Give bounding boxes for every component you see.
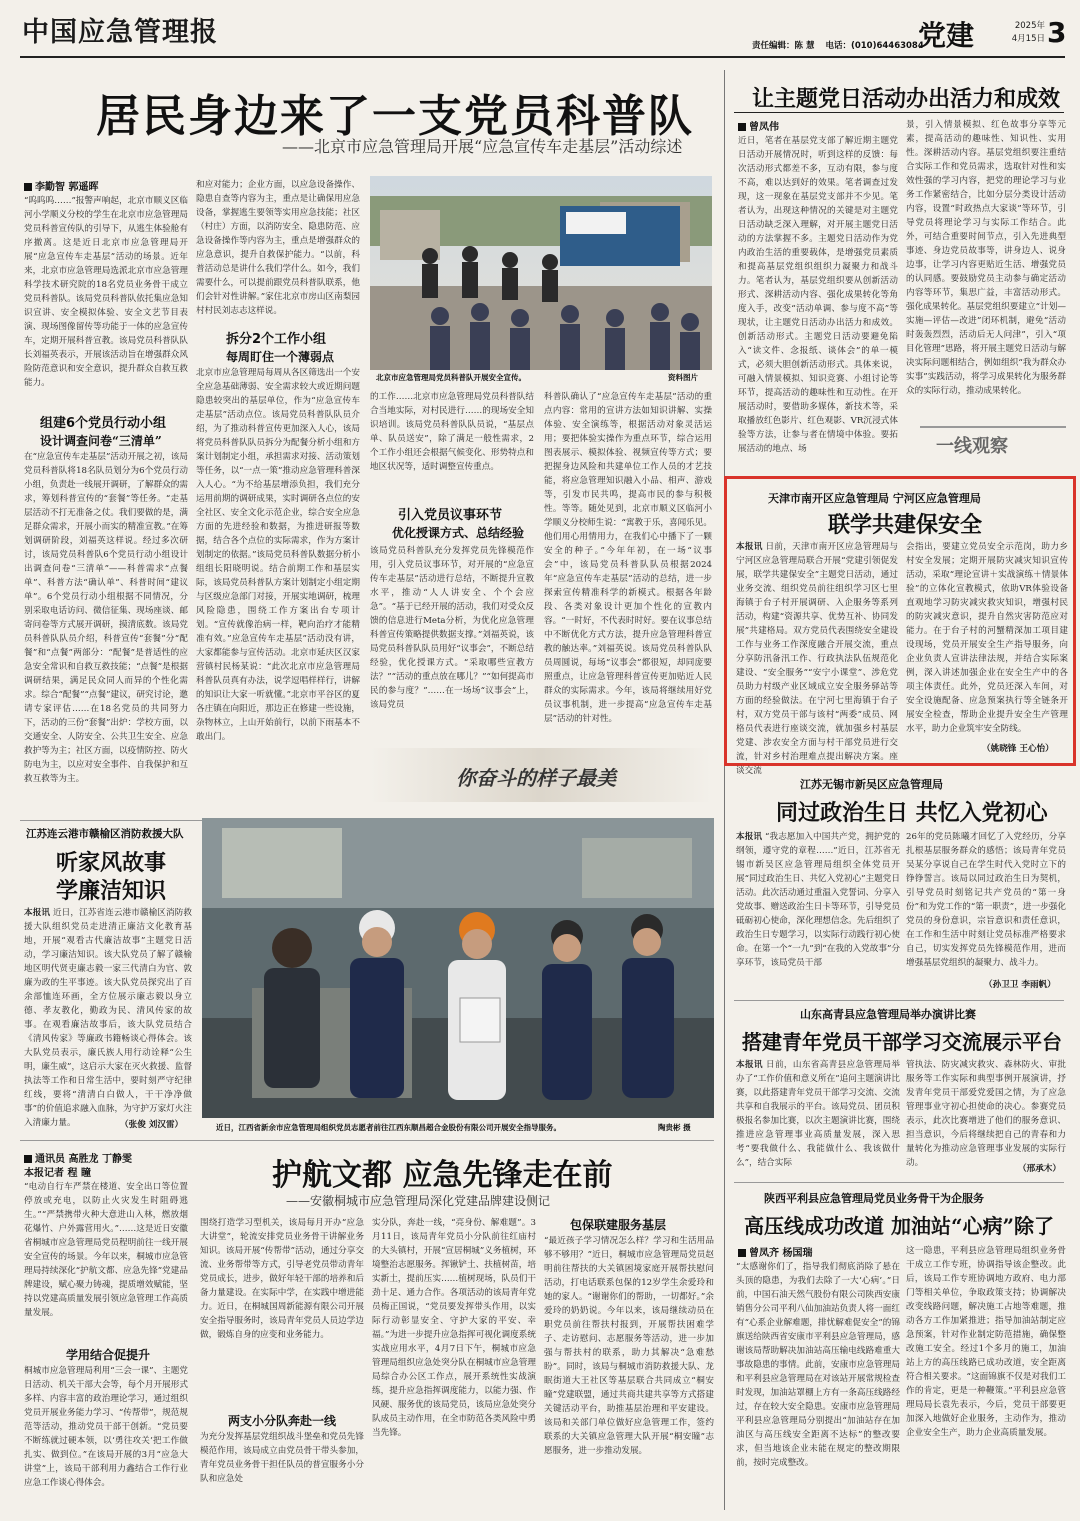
section-name: 党建 — [918, 19, 975, 52]
bf-byline1: 通讯员 高胜龙 丁静雯 — [24, 1150, 132, 1165]
mid-right-kicker: 江苏无锡市新吴区应急管理局 — [800, 778, 943, 791]
bl-signoff: （张俊 刘汉雷） — [120, 1120, 184, 1130]
mid-right-signoff: （孙卫卫 李雨帆） — [984, 980, 1056, 990]
lead-col1b: 在“应急宣传车走基层”活动开展之初，该局党员科普队将18名队员划分为6个党员行动小组，负责赴一线展开调研，了解群众的需求，筹划科普宣传的“套餐”等任务。“走基层活动不打无准备之仗。我们要做的是，满足群众需求，开展小而实的精准宣教。”在筹划调研阶段，刘福英这样说。经过多次研讨，该局党员科普队6个党员行动小组设计出调查问卷“三清单”——科普需求“点餐单”、科普方法“确认单”、科普时间“建议单”。6个党员行动小组根据不同情况，分别采取电话访问、微信征集、现场座谈、邮寄问卷等方式展开调研，摸清底数。该局党员科普队队员介绍，科普宣传“套餐”分“配餐”和“点餐”两部分：“配餐”是普适性的应急安全常识和自救互救技能；“点餐”是根据调研结果，满足民众同人而异的个性化需求。综合“配餐”“点餐”建议，研究讨论，邀请专家评估……在18名党员的共同努力下，活动的三份“套餐”出炉：学校方面，以交通安全、人防安全、公共卫生安全、应急救护等为主；社区方面，以疫情防控、防火防电为主，以应对安全事件、自我保护和互救互救等为主。 — [24, 452, 188, 784]
photo2-credit: 陶贵彬 摄 — [658, 1123, 691, 1132]
photo1-caption: 北京市应急管理局党员科普队开展安全宣传。 — [376, 373, 526, 382]
photo1-credit: 资料图片 — [668, 373, 698, 382]
editor-credit: 责任编辑：陈 慧 — [752, 41, 815, 51]
issue-year: 2025年 — [1014, 21, 1045, 31]
bl-body: 本报讯 近日，江苏省连云港市赣榆区消防救援大队组织党员走进清正廉洁文化教育基地，开展“观看古代廉洁故事”主题党日活动，学习廉洁知识。该大队党员了解了赣榆地区明代贤吏廉志毅一家三代清白为官、敦廉为政的生平事迹。该大队党员探究出了百余部恤连环画，全方位展示廉志毅以身立德、孝友教化，勤政为民、清风传家的故事。在观看廉洁故事后，该大队党员结合《清风传家》等廉政书籍畅谈心得体会。该大队党员表示，廉氏族人用行动诠释“公生明，廉生威”，这启示大家在灭火救援、监督执法等工作和日常生活中，要时刻严守纪律红线，要将“清清白白做人，干干净净做事”的价值追求融入血脉，为守护万家灯火注入清廉力量。 — [24, 908, 192, 1128]
bf-title: 护航文都 应急先锋走在前 — [272, 1158, 613, 1193]
lead-col2b: 北京市应急管理局每周从各区筛选出一个安全应急基础薄弱、安全需求较大或近期问题隐患较突出的基层单位，作为“应急宣传车走基层”活动点位。该局党员科普队队员介绍，为了推动科普宣传更加深入人心，该局将党员科普队队员拆分为配餐分析小组和方案计划制定小组，承担需求对接、活动策划等任务，以“一点一策”推动应急管理科普深入人心。“为不给基层增添负担，我们充分运用前期的调研成果，实时调研各点位的安全社区、安全文化示范企业，综合安全应急方面的先进经验和数据，为推进研报等数据，结合各个点位的实际需求，作为方案计划制定的依据。”该局党员科普队数据分析小组组长阳晓明说。结合前期工作和基层实际，该局党员科普队方案计划制定小组定期与区级应急部门对接，开展实地调研，梳理风险隐患，围绕工作方案出台专项计划。“宣传就像治病一样，靶向治疗才能精准有效。”应急宣传车走基层”活动没有讲，大家都能参与宣传活动。北京市延庆区汉家营镇村民杨某说：“此次北京市应急管理局科普队员真有办法，说学逗唱样样行，讲解的知识让大家一听就懂。”北京市平谷区的夏各庄镇在向阳近，那边正在修建一些设施，杂物林立，上山开始前行，以前下雨基本不敢出门。 — [196, 368, 360, 742]
lead-byline: 李勤智 郭遥晖 — [24, 178, 98, 193]
lead-col2-heading1: 拆分2个工作小组 — [226, 332, 327, 347]
shandong-signoff: （邢承木） — [1018, 1164, 1061, 1174]
shandong-col2: 管执法、防灾减灾救灾、森林防火、审批服务等工作实际和典型事例开展演讲，抒发青年党员干部爱党爱国之情，为了应急管理事业守初心担使命的决心。参赛党员表示，此次比赛增进了他们的服务意识、担当意识，今后将继续把自己的青春和力量转化为推动应急管理事业发展的实际行动。 — [906, 1060, 1066, 1168]
bf-col1: “电动自行车严禁在楼道、安全出口等位置停放或充电，以防止火灾发生时阻碍逃生。”“严禁携带火种大意进山入林，燃放烟花爆竹、户外露营用火。”……这是近日安徽省桐城市应急管理局党员程明前往一线开展安全宣传的场景。今年以来，桐城市应急管理局持续深化“护航文都、应急先锋”党建品牌建设，赋心聚力铸魂，提质增效赋能，坚持以党建高质量发展引领应急管理工作高质量发展。 — [24, 1182, 188, 1318]
lead-col3-heading2: 优化授课方式、总结经验 — [392, 526, 525, 540]
lead-col1: “呜呜呜……”报警声响起，北京市顺义区临河小学顺义分校的学生在北京市应急管理局党员科普宣传队的引导下，从逃生体验舱有序撤离。这是近日北京市应急管理局开展“应急宣传车走基层”活动的场景。近年来，北京市应急管理局选派北京市应急管理科学技术研究院的18名党员业务骨干成立党员科普队。该局党员科普队依托集应急知识宣讲、安全模拟体验、安全文艺节目表演、现场图像留传等功能于一体的应急宣传车，定期开展科普宣教。该局党员科普队队长刘福英表示，开展该活动旨在增强群众风险防范意识和安全意识，提升群众自救互救能力。 — [24, 196, 188, 388]
lead-col3-heading1: 引入党员议事环节 — [398, 508, 503, 523]
lead-col1-heading1: 组建6个党员行动小组 — [40, 416, 167, 431]
bf-col2-heading: 两支小分队奔赴一线 — [228, 1414, 337, 1428]
lead-title: 居民身边来了一支党员科普队 — [96, 91, 694, 142]
right-top-col2: 景，引入情景模拟、红色故事分享等元素，提高活动的趣味性、知识性、实用性。深耕活动内容。基层党组织要注重结合实际工作和党员需求，选取针对性和实效性强的学习内容，把党的理论学习与业务工作紧密结合，比如分层分类设计活动内容，设置“时政热点大家谈”等环节，引导党员将理论学习与实际工作结合。此外，可结合重要时间节点，引入先进典型事迹、身边党员故事等，讲身边人、说身边事，让学习内容更贴近生活、增强党员的认同感。要鼓励党员主动参与确定活动内容等环节，集思广益，丰富活动形式。强化成果转化。基层党组织要建立“计划—实施—评估—改进”闭环机制，避免“活动时轰轰烈烈，活动后无人问津”，引入“项目化管理”思路，将开展主题党日活动与解决实际问题相结合，例如组织“我为群众办实事”实践活动，将学习成果转化为服务群众的实际行动，推动成果转化。 — [906, 120, 1066, 396]
photo2-caption: 近日，江西省新余市应急管理局组织党员志愿者前往江西东顺昌超合金股份有限公司开展安全指导服务。 — [216, 1123, 561, 1132]
bf-col3: 实分队，奔赴一线，“亮身份、解难题”。3月11日，该局青年党员小分队前往红庙村的大头镇村，开展“宣居桐城”义务植树，环境整治志愿服务。挥锹铲土、扶植树苗，培实新土，提前压实……植树现场，队员们干劲十足、通力合作。各项活动的该局青年党员梅正国说，“党员要发挥带头作用，以实际行动彰显安全、守护大家的平安、幸福。”为进一步提升应急指挥可视化调度系统实战应用水平，4月7日下午，桐城市应急管理局组织应急处突分队在桐城市应急管理局综合办公区工作点，展开系统性实战演练，提升应急指挥调度能力，以能力强、作风硬、服务优的该局党员，该局应急处突分队成员主动作用，在全市防范各类风险中勇当先锋。 — [372, 1218, 536, 1438]
mid-right-title: 同过政治生日 共忆入党初心 — [776, 800, 1048, 826]
bl-title2: 学廉洁知识 — [56, 878, 167, 904]
photo-safety-guidance — [202, 818, 714, 1118]
lead-col2-heading2: 每周盯住一个薄弱点 — [226, 350, 335, 364]
phone-credit: 电话：(010)64463084 — [825, 41, 924, 51]
bl-title1: 听家风故事 — [56, 850, 167, 876]
boxed-col1: 本报讯 日前，天津市南开区应急管理局与宁河区应急管理局联合开展“党建引领促发展，联学共建保安全”主题党日活动，通过业务交流、组织党员前往组织学习区七里海镇于台子村开展调研、入企服务等系列活动，构建“资源共享、优势互补、协同发展”共建格局。双方党员代表围绕安全建设工作与业务工作深度融合开展交流，重点分享防汛备汛工作、行政执法队伍规范化建设、“安全服务”“安宁小课堂”、涉危党员助力村级产业区域成立安全服务驿站等方面的经验做法。在宁河七里海镇于台子村，双方党员干部与该村“两委”成员、网格员代表进行座谈交流，就加强乡村基层党建、涉农安全方面与村干部党员进行交流，针对乡村治理难点提出解决方案。座谈交流 — [736, 542, 898, 776]
bf-col1-heading: 学用结合促提升 — [66, 1348, 151, 1362]
photo-science-team — [370, 176, 712, 370]
issue-date: 4月15日 — [1011, 34, 1045, 44]
banner-text: 你奋斗的样子最美 — [456, 766, 616, 790]
shandong-kicker: 山东高青县应急管理局举办演讲比赛 — [800, 1008, 976, 1021]
observe-tag: 一线观察 — [920, 426, 1066, 460]
bf-col1b: 桐城市应急管理局利用“三会一课”、主题党日活动、机关干部大会等，每个月开展形式多样、内容丰富的政治理论学习，通过组织党员开展业务能力学习、“传帮带”，规范规范等活动，推动党员干部干创新。“党员要不断练就过硬本领，以‘勇往攻关’把工作做扎实、做到位。”在该局开展的3月“应急大讲堂”上，该局干部利用力鑫结合工作行业应急工作谈心得体会。 — [24, 1366, 188, 1488]
shandong-title: 搭建青年党员干部学习交流展示平台 — [742, 1030, 1062, 1054]
boxed-kicker: 天津市南开区应急管理局 宁河区应急管理局 — [768, 492, 981, 505]
right-top-byline: 曾凤伟 — [738, 118, 779, 133]
page-number: 3 — [1047, 16, 1067, 49]
lead-subtitle: ——北京市应急管理局开展“应急宣传车走基层”活动综述 — [282, 137, 683, 156]
bf-subtitle: ——安徽桐城市应急管理局深化党建品牌建设侧记 — [286, 1194, 551, 1208]
bf-col2: 围绕打造学习型机关，该局每月开办“应急大讲堂”，轮流安排党员业务骨干讲解业务知识。该局开展“传帮带”活动，通过分享交流、业务帮带等方式，引导老党员带动青年党员成长，进步，做好年轻干部的培养和后备力量建设。在实际中学，在实践中增进能力。近日，在桐城国周新能源有限公司开展安全指导服务时，该局青年党员人员边学边做，锻炼自身的应变和业务能力。 — [200, 1218, 364, 1340]
bf-byline2: 本报记者 程 瞳 — [24, 1168, 91, 1179]
shaanxi-title: 高压线成功改道 加油站“心病”除了 — [744, 1214, 1054, 1238]
shaanxi-byline: 曾凤齐 杨国瑞 — [738, 1244, 812, 1259]
shandong-col1: 本报讯 日前，山东省高青县应急管理局举办了“工作价值和意义所在”追问主题演讲比赛，以此搭建青年党员干部学习交流、交流共享和自我展示的平台。该局党员、团员积极报名参加比赛，以次主题演讲比赛，围绕推进应急管理事业高质量发展，深入思考“要我做什么、我能做什么、我该做什么”，结合实际 — [736, 1060, 900, 1168]
right-top-col1: 近日，笔者在基层党支部了解近期主题党日活动开展情况时，听到这样的反馈：每次活动形式都差不多，互动有限，参与度不高，难以达到好的效果。笔者调查过发现，这一现象在基层党支部并不少见。笔者认为，出现这种情况的关键是对主题党日活动缺乏深入理解，对开展主题党日活动的方法掌握不多。主题党日活动作为党内政治生活的重要载体，是增强党员素质和提高基层党组织组织力凝聚力和战斗力。笔者认为，基层党组织要从创新活动形式、深耕活动内容、强化成果转化等角度入手，改变“活动单调、参与度不高”等现状，让主题党日活动办出活力和成效。创新活动形式。主题党日活动要避免陷入“读文件、念报纸、谈体会”的单一模式，必须大胆创新活动形式。具体来说，可融入情景模拟、知识竞赛、小组讨论等环节，提高活动的趣味性和互动性。在开展活动时，要借助多媒体，新技术等，采取播放红色影片、红色观影、VR沉浸式体验等方法，让参与者在情境中体验。要拓展活动的地点、场 — [738, 136, 898, 454]
lead-col1-heading2: 设计调查问卷“三清单” — [40, 434, 162, 448]
shaanxi-kicker: 陕西平利县应急管理局党员业务骨干为企服务 — [764, 1192, 984, 1205]
bf-col3b: “最近孩子学习情况怎么样？学习和生活用品够不够用？”近日，桐城市应急管理局党员赵明前往帮扶的大关镇困境家庭开展帮扶慰问活动，打电话联系包保的12岁学生余爱玲和她的家人。“谢谢你们的帮助，一切都好。”余爱玲的奶奶说。今年以来，该局继续动员在职党员前往帮扶村报到，开展帮扶困难学子、走访慰问、志愿服务等活动，进一步加强与帮扶村的联系，助力其解决“急难愁盼”。同时，该局与桐城市消防救援大队、龙眠街道大王社区等基层联合共同成立“桐安瞳”党建联盟，通过共商共建共享等方式搭建关键活动平台，助推基层治理和平安建设。该局和关部门单位做好应急管理工作，签约联系的大关镇应急管理大队开展“桐安瞳”志愿服务，进一步推动发展。 — [544, 1236, 714, 1456]
lead-col3b: 该局党员科普队充分发挥党员先锋模范作用，引入党员议事环节，对开展的“应急宣传车走基层”活动进行总结，不断提升宣教水平，推动“人人讲安全、个个会应急”。“基于已经开展的活动，我们对受众反馈的信息进行Meta分析，为优化应急管理科普宣传策略提供数据支撑。”刘福英说，该局党员科普队队员用好“议事会”，不断总结经验，优化授课方式。“采取哪些宣教方法？”“活动的重点放在哪儿？”“如何提高市民的参与度？”……在一场场“议事会”上，该局党员 — [370, 546, 534, 710]
mid-right-col1: 本报讯 “我志愿加入中国共产党，拥护党的纲领，遵守党的章程……”近日，江苏省无锡市新吴区应急管理局组织全体党员开展“同过政治生日、共忆入党初心”主题党日活动。此次活动通过重温入党誓词、分享入党故事、赠送政治生日卡等环节，引导党员砥砺初心使命，深化理想信念。先后组织了政治生日专题学习，以实际行动践行初心使命。在第一个“一九”到“在我的入党故事”分享环节，该局党员干部 — [736, 832, 900, 968]
boxed-col2: 会指出，要建立党员安全示范岗，助力乡村安全发展；定期开展防灾减灾知识宣传活动，采取“理论宣讲＋实战演练＋情景体验”的立体化宣教模式，依助VR体验设备直观地学习防灾减灾救灾知识，增强村民的防灾减灾意识，提升自然灾害防范应对能力。在于台子村的河蟹精深加工项目建设现场，党员开展安全生产指导服务，向企业负责人宣讲法律法规，并结合实际案例，深入讲述加强企业在安全生产中的各项主体责任。此外，党员还深入车间，对安全设施配备、应急预案执行等全链条开展安全检查，帮助企业提升安全生产管理水平，助力企业筑牢安全防线。 — [906, 542, 1068, 734]
right-top-title: 让主题党日活动办出活力和成效 — [752, 86, 1061, 112]
shaanxi-col1: “太感谢你们了，指导我们彻底消除了悬在头顶的隐患，为我们去除了一大‘心病’。”日前，中国石油天然气股份有限公司陕西安康销售分公司平利八仙加油站负责人将一面红有“心系企业解难题，排忧解难促安全”的锦旗送给陕西省安康市平利县应急管理局，感谢该局帮助解决加油站高压输电线路难重大事故隐患的事情。此前，安康市应急管理局和平利县应急管理局在对该站开展常规检查时发现，加油站罩棚上方有一条高压线路经过，存在较大安全隐患。安康市应急管理局平利县应急管理局分别提出“加油站存在加油区与高压线安全距离不达标”的整改要求，但当地该企业未能在规定的整改期限前，按时完成整改。 — [736, 1262, 900, 1468]
shaanxi-col2: 这一隐患，平利县应急管理局组织业务骨干成立工作专班，协调指导该企整改。此后，该局工作专班协调地方政府、电力部门等相关单位，争取政策支持；协调解决改变线路问题，解决施工占地等难题，推动各方工作加紧推进；指导加油站制定应急预案，针对作业制定防范措施，确保整改施工安全。经过1个多月的施工，加油站上方的高压线路已成功改道，安全距离符合相关要求。“这面锦旗不仅是对我们工作的肯定，更是一种鞭策。”平利县应急管理局局长袁先表示，今后，党员干部要更加深入地做好企业服务，主动作为，推动企业安全生产，助力企业高质量发展。 — [906, 1246, 1066, 1438]
boxed-signoff: （姚晓锋 王心怡） — [982, 744, 1054, 754]
lead-col4: 科普队确认了“应急宣传车走基层”活动的重点内容：常用的宣讲方法如知识讲解、实操体验、安全演练等，根据活动对象灵活运用；要把体验实操作为重点环节，综合运用图表展示、模拟体验、视频宣传等方式；要把握身边风险和共建单位工作人员的才艺技能，将应急管理知识融入小品、相声、游戏等，引发市民共鸣，提高市民的参与积极性。等等。随处见到，北京市顺义区临河小学顺义分校师生说：“寓教于乐，喜闻乐见。他们用心用情用力，在我们心中播下了一颗安全的种子。”今年年初，在一场“议事会”中，该局党员科普队队员根据2024年“应急宣传车走基层”活动的总结，进一步探索宣传精准科学的新模式。根据各年龄段、各类对象设计更加个性化的宣教内容。“一时好，不代表时时好。要在议事总结中不断优化方式方法，提升应急管理科普宣教的触达率。”刘福英说。该局党员科普队队员周圆说，每场“议事会”都很短，却同庞要照重点，让应急管理科普宣传更加贴近人民群众的实际需求。今年，该局将继续用好党员议事机制，进一步提高“应急宣传车走基层”活动的针对性。 — [544, 392, 712, 724]
lead-col2: 和应对能力；企业方面，以应急设备操作、隐患自查等内容为主，重点是让确保用应急设备，掌握逃生要领等实用应急技能；社区（村庄）方面，以消防安全、隐患防范、应急设备操作等内容为主，重点是增强群众的应急意识，提升自救保护能力。“以前，科普活动总是讲什么我们学什么。如今，我们需要什么，可以提前跟党员科普队联系，他们会针对性讲解。”家住北京市房山区南梨园村村民刘志志这样说。 — [196, 180, 360, 316]
masthead: 中国应急管理报 — [22, 17, 218, 48]
bf-col3-heading: 包保联建服务基层 — [570, 1218, 667, 1232]
mid-right-col2: 26年的党员陈曦才回忆了入党经历，分享扎根基层服务群众的感悟；该局青年党员吴某分享说自己在学生时代入党时立下的铮铮誓言。该局以同过政治生日为契机，引导党员时刻铭记共产党员的“第一身份”和为党工作的“第一职责”，进一步强化党员的身份意识，宗旨意识和责任意识，在工作和生活中时刻让党员标准严格要求自己，切实发挥党员先锋模范作用，进而增强基层党组织的凝聚力、战斗力。 — [906, 832, 1066, 968]
bf-col2b: 为充分发挥基层党组织战斗堡垒和党员先锋模范作用，该局成立由党员骨干带头参加，青年党员业务骨干担任队员的普宣服务小分队和应急处 — [200, 1432, 364, 1484]
boxed-title: 联学共建保安全 — [828, 512, 983, 538]
bl-kicker: 江苏连云港市赣榆区消防救援大队 — [26, 828, 184, 840]
lead-col3a: 的工作……北京市应急管理局党员科普队结合当地实际，对村民进行……的现场安全知识培训。该局党员科普队队员说，“基层点单、队员送安”，除了满足一般性需求，2个工作小组还会根据气候变化、形势特点和地区状况等，适时调整宣传重点。 — [370, 392, 534, 472]
